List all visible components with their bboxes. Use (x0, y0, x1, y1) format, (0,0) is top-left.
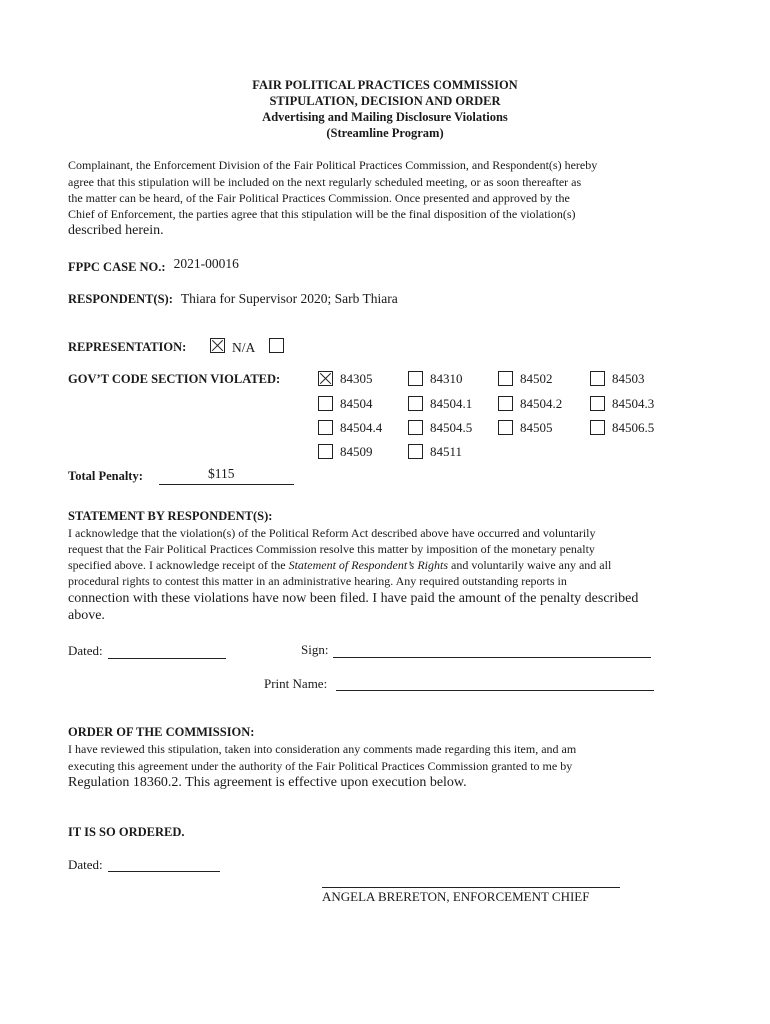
code-label: 84504.4 (340, 420, 383, 435)
code-checkbox[interactable] (318, 396, 333, 411)
header-title-2: STIPULATION, DECISION AND ORDER (269, 94, 501, 108)
representation-other-checkbox[interactable] (269, 338, 284, 353)
representation-na-label: N/A (232, 340, 256, 355)
respondents-label: RESPONDENT(S): (68, 292, 173, 306)
code-checkbox[interactable] (408, 420, 423, 435)
case-number-label: FPPC CASE NO.: (68, 260, 166, 274)
respondent-rights-title: Statement of Respondent’s Rights (288, 558, 449, 572)
code-checkbox[interactable] (590, 420, 605, 435)
representation-na-checkbox[interactable] (210, 338, 225, 353)
sign-field[interactable] (333, 657, 651, 658)
chief-signature-line[interactable] (322, 887, 620, 888)
header-title-3: Advertising and Mailing Disclosure Violations (262, 110, 508, 124)
code-checkbox[interactable] (498, 371, 513, 386)
code-label: 84504.3 (612, 396, 655, 411)
code-checkbox[interactable] (590, 371, 605, 386)
respondents-value[interactable]: Thiara for Supervisor 2020; Sarb Thiara (180, 291, 398, 306)
code-label: 84509 (340, 444, 373, 459)
statement-line-6: above. (68, 608, 105, 623)
intro-line-2: agree that this stipulation will be included on the next regularly scheduled meeting, or as soon thereafter as (68, 175, 582, 189)
statement-line-2: request that the Fair Political Practices Commission resolve this matter by imposition of the monetary penalty (68, 542, 595, 556)
chief-name: ANGELA BRERETON, ENFORCEMENT CHIEF (322, 889, 590, 904)
code-label: 84503 (612, 371, 645, 386)
order-dated-label: Dated: (68, 857, 103, 872)
statement-line-3a: specified above. I acknowledge receipt of the (68, 558, 289, 572)
code-label: 84310 (430, 371, 463, 386)
representation-label: REPRESENTATION: (68, 340, 187, 354)
code-checkbox[interactable] (318, 371, 333, 386)
statement-line-3c: and voluntarily waive any and all (448, 558, 612, 572)
order-line-3: Regulation 18360.2. This agreement is effective upon execution below. (68, 775, 467, 790)
intro-line-1: Complainant, the Enforcement Division of the Fair Political Practices Commission, and Respondent(s) hereby (68, 158, 598, 172)
respondent-dated-label: Dated: (68, 643, 103, 658)
respondents-row (68, 290, 398, 308)
code-label: 84505 (520, 420, 553, 435)
code-checkbox[interactable] (498, 396, 513, 411)
statement-line-5: connection with these violations have now been filed. I have paid the amount of the penalty described (68, 591, 639, 606)
statement-line-3 (68, 557, 708, 573)
print-name-field[interactable] (336, 690, 654, 691)
order-dated-field[interactable] (108, 871, 220, 872)
sign-label: Sign: (301, 642, 329, 657)
intro-line-5: described herein. (68, 223, 164, 238)
header-title-1: FAIR POLITICAL PRACTICES COMMISSION (252, 78, 518, 92)
code-label: 84502 (520, 371, 553, 386)
intro-line-3: the matter can be heard, of the Fair Political Practices Commission. Once presented and approved by the (68, 191, 570, 205)
code-checkbox[interactable] (498, 420, 513, 435)
case-number-row (68, 258, 239, 276)
respondent-dated-field[interactable] (108, 658, 226, 659)
code-checkbox[interactable] (408, 371, 423, 386)
code-label: 84504.2 (520, 396, 563, 411)
order-line-1: I have reviewed this stipulation, taken into consideration any comments made regarding this item, and am (68, 742, 577, 756)
print-name-label: Print Name: (264, 676, 328, 691)
so-ordered: IT IS SO ORDERED. (68, 825, 185, 839)
code-checkbox[interactable] (408, 396, 423, 411)
code-label: 84305 (340, 371, 373, 386)
code-label: 84504.1 (430, 396, 473, 411)
penalty-underline (159, 484, 294, 485)
penalty-row (68, 467, 143, 485)
code-checkbox[interactable] (590, 396, 605, 411)
penalty-value[interactable]: $115 (208, 466, 235, 481)
code-label: 84504.5 (430, 420, 473, 435)
order-heading: ORDER OF THE COMMISSION: (68, 725, 255, 739)
intro-line-4: Chief of Enforcement, the parties agree that this stipulation will be the final disposition of the violation(s) (68, 207, 576, 221)
code-section-label: GOV’T CODE SECTION VIOLATED: (68, 372, 281, 386)
code-checkbox[interactable] (318, 420, 333, 435)
code-checkbox[interactable] (408, 444, 423, 459)
code-label: 84504 (340, 396, 373, 411)
statement-line-1: I acknowledge that the violation(s) of the Political Reform Act described above have occurred and voluntarily (68, 526, 596, 540)
header-title-4: (Streamline Program) (326, 126, 444, 140)
code-checkbox[interactable] (318, 444, 333, 459)
statement-line-4: procedural rights to contest this matter in an administrative hearing. Any required outstanding reports in (68, 574, 567, 588)
code-label: 84506.5 (612, 420, 655, 435)
order-line-2: executing this agreement under the authority of the Fair Political Practices Commission granted to me by (68, 759, 573, 773)
case-number-value[interactable]: 2021-00016 (173, 256, 239, 271)
statement-heading: STATEMENT BY RESPONDENT(S): (68, 509, 273, 523)
code-label: 84511 (430, 444, 463, 459)
penalty-label: Total Penalty: (68, 469, 143, 483)
